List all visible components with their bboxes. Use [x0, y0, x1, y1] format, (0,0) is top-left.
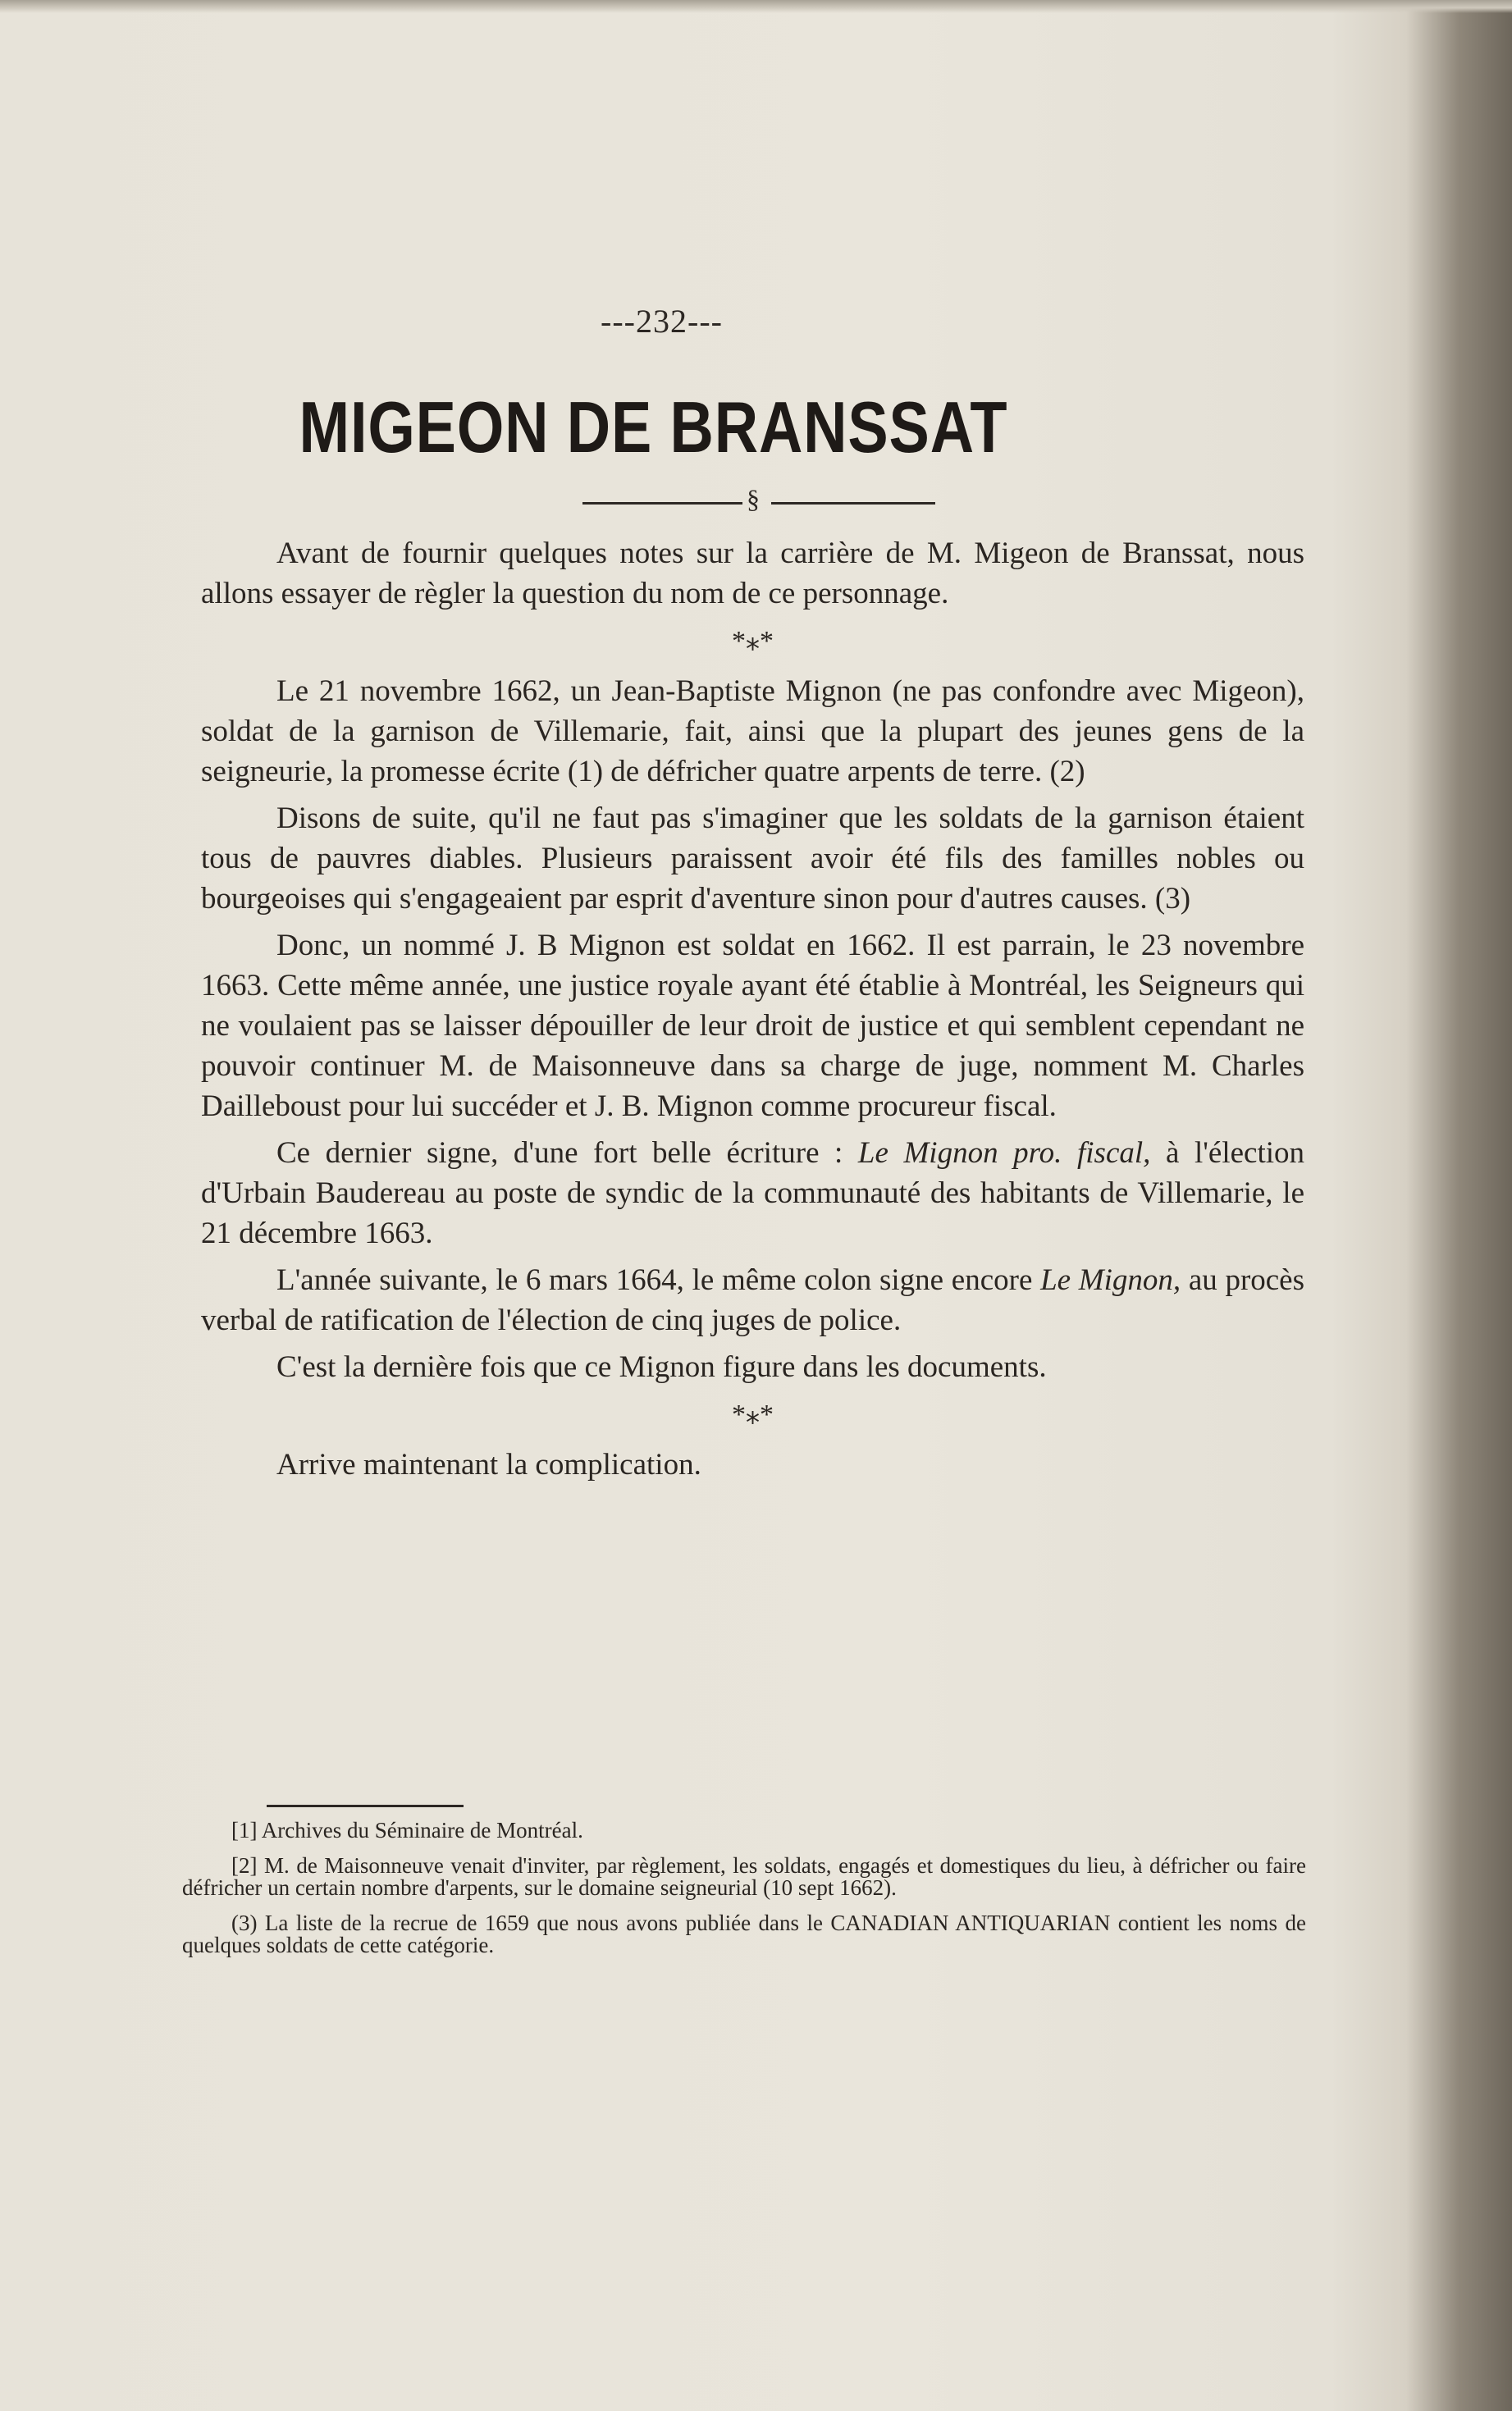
- asterism-separator: *⁎*: [732, 626, 774, 656]
- paragraph-mignon-1662: Le 21 novembre 1662, un Jean-Baptiste Mignon (ne pas confondre avec Migeon), soldat de la garnison de Villemarie, fait, ainsi que la plupart des jeunes gens de la seigneurie, la promesse écrite (1) de défricher quatre arpents de terre. (2): [201, 674, 1304, 788]
- article-body: [201, 533, 1304, 1491]
- paragraph-complication: Arrive maintenant la complication.: [276, 1448, 701, 1482]
- paragraph-intro: Avant de fournir quelques notes sur la carrière de M. Migeon de Branssat, nous allons essayer de règler la question du nom de ce personnage.: [201, 537, 1304, 610]
- paragraph-signature-1664: [201, 1260, 1304, 1340]
- footnote-rule: [267, 1805, 464, 1807]
- footnote-2: [2] M. de Maisonneuve venait d'inviter, par règlement, les soldats, engagés et domestiques du lieu, à défricher ou faire défricher un certain nombre d'arpents, sur le domaine seigneurial (10 sept 1662).: [182, 1853, 1306, 1900]
- signature-intro-text: Ce dernier signe, d'une fort belle écriture :: [276, 1136, 843, 1170]
- footnote-1: [1] Archives du Séminaire de Montréal.: [231, 1818, 583, 1842]
- paragraph-garrison: Disons de suite, qu'il ne faut pas s'imaginer que les soldats de la garnison étaient tous de pauvres diables. Plusieurs paraissent avoir été fils des familles nobles ou bourgeoises qui s'engageaient par esprit d'aventure sinon pour d'autres causes. (3): [201, 801, 1304, 916]
- title-ornament: [582, 484, 935, 517]
- signature-le-mignon-fiscal: Le Mignon pro. fiscal,: [857, 1136, 1151, 1170]
- asterism-separator-2: *⁎*: [732, 1400, 774, 1430]
- signature-1664-rest: au procès verbal de ratification de l'élection de cinq juges de police.: [201, 1263, 1305, 1337]
- signature-election-text: à l'élection d'Urbain Baudereau au poste de syndic de la communauté des habitants de Villemarie, le 21 décembre 1663.: [201, 1136, 1305, 1250]
- signature-le-mignon: Le Mignon,: [1040, 1263, 1181, 1297]
- signature-1664-intro: L'année suivante, le 6 mars 1664, le même colon signe encore: [276, 1263, 1033, 1297]
- footnote-3: (3) La liste de la recrue de 1659 que nous avons publiée dans le CANADIAN ANTIQUARIAN contient les noms de quelques soldats de cette catégorie.: [182, 1911, 1306, 1957]
- page-top-edge: [0, 0, 1512, 13]
- ornament-line-left: [582, 502, 742, 505]
- page-title: MIGEON DE BRANSSAT: [299, 386, 1008, 468]
- paragraph-signature-1663: [201, 1133, 1304, 1253]
- paragraph-last-mention: C'est la dernière fois que ce Mignon figure dans les documents.: [276, 1350, 1047, 1384]
- section-sign: §: [747, 484, 760, 514]
- ornament-line-right: [771, 502, 935, 505]
- paragraph-procureur: Donc, un nommé J. B Mignon est soldat en 1662. Il est parrain, le 23 novembre 1663. Cette même année, une justice royale ayant été établie à Montréal, les Seigneurs qui ne voulaient pas se laisser dépouiller de leur droit de justice et qui semblent cependant ne pouvoir continuer M. de Maisonneuve dans sa charge de juge, nomment M. Charles Dailleboust pour lui succéder et J. B. Mignon comme procureur fiscal.: [201, 929, 1304, 1123]
- footnotes: [182, 1820, 1306, 1970]
- page-number: ---232---: [601, 303, 723, 340]
